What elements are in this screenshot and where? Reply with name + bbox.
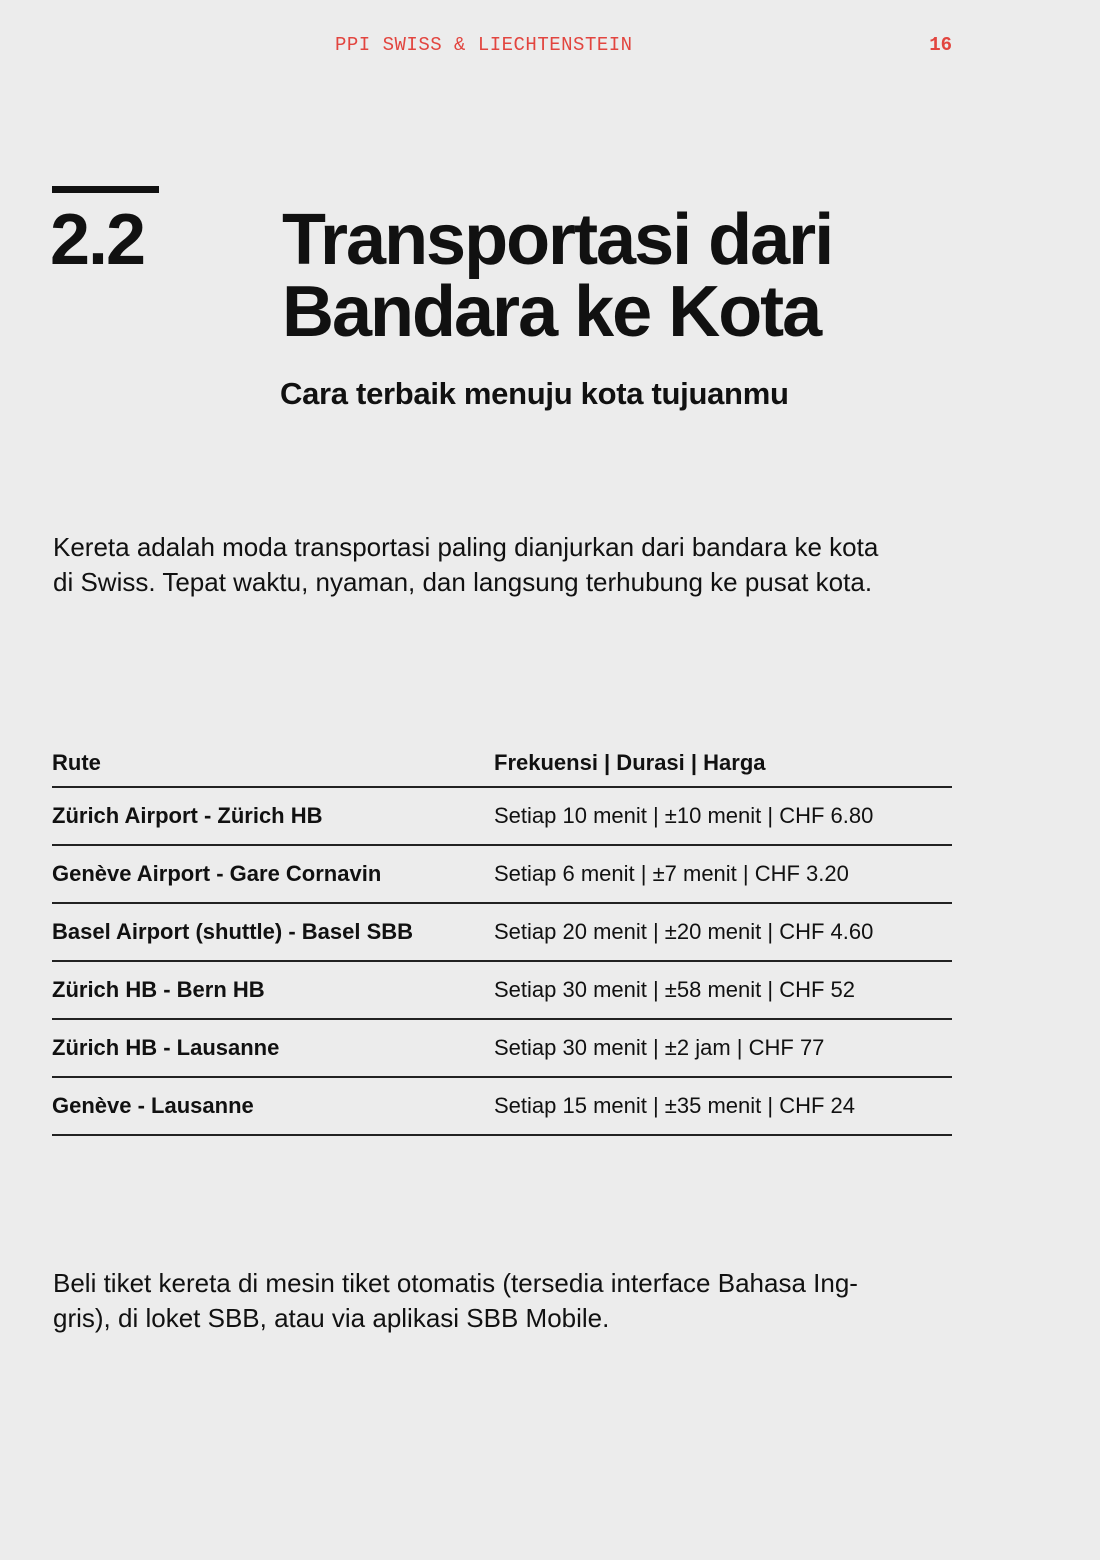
table-header-row <box>52 740 952 787</box>
table-row <box>52 1077 952 1135</box>
column-header-info: Frekuensi | Durasi | Harga <box>494 740 952 787</box>
table-row <box>52 787 952 845</box>
info-cell: Setiap 30 menit | ±2 jam | CHF 77 <box>494 1019 952 1077</box>
info-cell: Setiap 30 menit | ±58 menit | CHF 52 <box>494 961 952 1019</box>
intro-line1: Kereta adalah moda transportasi paling dianjurkan dari bandara ke kota <box>53 532 879 562</box>
route-cell: Zürich Airport - Zürich HB <box>52 787 494 845</box>
section-title-line1: Transportasi dari <box>282 200 833 280</box>
column-header-route: Rute <box>52 740 494 787</box>
intro-line2: di Swiss. Tepat waktu, nyaman, dan langsung terhubung ke pusat kota. <box>53 567 873 597</box>
table-row <box>52 845 952 903</box>
intro-paragraph <box>53 530 973 600</box>
running-header <box>0 34 1100 58</box>
route-cell: Zürich HB - Lausanne <box>52 1019 494 1077</box>
section-title-line2: Bandara ke Kota <box>282 272 821 352</box>
route-table <box>52 740 952 1136</box>
footer-note-line1: Beli tiket kereta di mesin tiket otomatis (tersedia interface Bahasa Ing- <box>53 1268 858 1298</box>
table-row <box>52 903 952 961</box>
footer-note-line2: gris), di loket SBB, atau via aplikasi SBB Mobile. <box>53 1303 610 1333</box>
info-cell: Setiap 15 menit | ±35 menit | CHF 24 <box>494 1077 952 1135</box>
route-cell: Genève Airport - Gare Cornavin <box>52 845 494 903</box>
info-cell: Setiap 10 menit | ±10 menit | CHF 6.80 <box>494 787 952 845</box>
section-title <box>282 200 982 352</box>
section-subtitle: Cara terbaik menuju kota tujuanmu <box>280 376 789 411</box>
route-cell: Zürich HB - Bern HB <box>52 961 494 1019</box>
route-cell: Basel Airport (shuttle) - Basel SBB <box>52 903 494 961</box>
section-rule <box>52 186 159 193</box>
publication-title: PPI SWISS & LIECHTENSTEIN <box>335 34 633 56</box>
route-cell: Genève - Lausanne <box>52 1077 494 1135</box>
section-number: 2.2 <box>50 200 145 280</box>
info-cell: Setiap 20 menit | ±20 menit | CHF 4.60 <box>494 903 952 961</box>
info-cell: Setiap 6 menit | ±7 menit | CHF 3.20 <box>494 845 952 903</box>
table-row <box>52 961 952 1019</box>
table-row <box>52 1019 952 1077</box>
page-number: 16 <box>929 34 952 56</box>
footer-note <box>53 1266 953 1336</box>
